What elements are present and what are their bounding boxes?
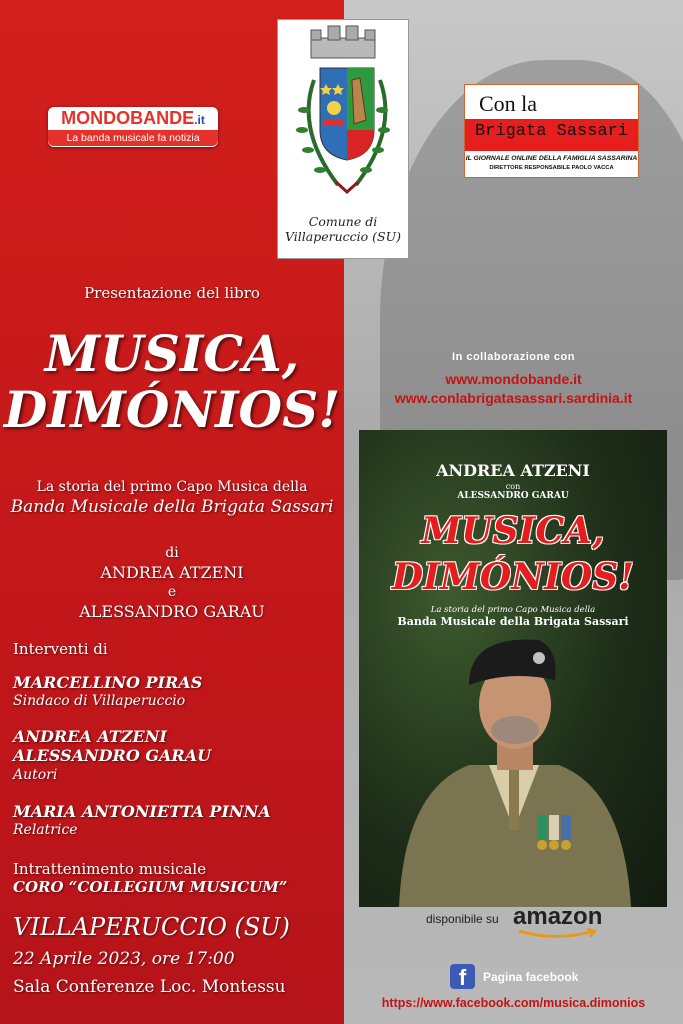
soldier-portrait-icon <box>359 430 667 907</box>
collab-label: In collaborazione con <box>452 351 575 363</box>
event-title-line2: DIMÓNIOS! <box>3 380 341 439</box>
author-2: ALESSANDRO GARAU <box>79 602 265 621</box>
amazon-logo[interactable] <box>513 903 602 931</box>
amazon-smile-icon <box>517 928 599 940</box>
facebook-url[interactable]: https://www.facebook.com/musica.dimonios <box>381 996 646 1010</box>
book-subtitle2: Banda Musicale della Brigata Sassari <box>397 615 629 628</box>
speaker-name-2: ALESSANDRO GARAU <box>13 746 212 765</box>
comune-logo <box>277 19 409 259</box>
link-brigata[interactable]: www.conlabrigatasassari.sardinia.it <box>394 390 633 406</box>
mondobande-name: MONDOBANDE <box>61 108 195 128</box>
presentation-label: Presentazione del libro <box>84 284 260 302</box>
book-author: ANDREA ATZENI <box>436 461 590 480</box>
author-1: ANDREA ATZENI <box>100 563 244 582</box>
book-subtitle1: La storia del primo Capo Musica della <box>430 605 596 615</box>
book-cover[interactable] <box>359 430 667 907</box>
brigata-line2: Brigata Sassari <box>474 122 629 141</box>
mondobande-suffix: .it <box>194 113 205 127</box>
brigata-line4: DIRETTORE RESPONSABILE PAOLO VACCA <box>489 165 614 171</box>
story-line2: Banda Musicale della Brigata Sassari <box>10 497 334 517</box>
link-mondobande[interactable]: www.mondobande.it <box>445 371 582 387</box>
book-coauthor: ALESSANDRO GARAU <box>457 491 569 501</box>
comune-line2: Villaperuccio (SU) <box>284 229 402 244</box>
amazon-label: disponibile su <box>426 912 499 926</box>
entertainment-label: Intrattenimento musicale <box>13 860 207 878</box>
brigata-line3: IL GIORNALE ONLINE DELLA FAMIGLIA SASSARINA <box>465 155 638 162</box>
story-line1: La storia del primo Capo Musica della <box>36 479 308 495</box>
by-label: di <box>165 545 179 561</box>
event-title-line1: MUSICA, <box>44 324 300 383</box>
entertainment-name: CORO “COLLEGIUM MUSICUM” <box>13 878 288 896</box>
mondobande-tagline: La banda musicale fa notizia <box>48 130 218 146</box>
coat-of-arms-icon <box>278 20 408 210</box>
brigata-line1: Con la <box>479 91 538 116</box>
and-label: e <box>167 584 177 600</box>
speaker-role: Relatrice <box>13 822 78 838</box>
speaker-role: Autori <box>13 767 58 783</box>
book-con: con <box>505 482 521 491</box>
mondobande-logo[interactable] <box>48 107 218 147</box>
event-title <box>0 326 344 438</box>
book-title-line2: DIMÓNIOS! <box>391 556 635 598</box>
interventions-label: Interventi di <box>13 640 108 658</box>
facebook-label[interactable]: Pagina facebook <box>483 970 579 984</box>
speaker-name: MARIA ANTONIETTA PINNA <box>13 802 271 821</box>
event-date: 22 Aprile 2023, ore 17:00 <box>13 949 235 969</box>
facebook-icon[interactable]: f <box>450 964 475 989</box>
brigata-logo[interactable] <box>464 84 639 178</box>
book-title <box>359 508 667 600</box>
speaker-name: ANDREA ATZENI <box>13 727 167 746</box>
book-title-line1: MUSICA, <box>421 510 605 552</box>
event-place: VILLAPERUCCIO (SU) <box>13 913 290 941</box>
amazon-brand: amazon <box>513 903 603 930</box>
speaker-name: MARCELLINO PIRAS <box>13 673 203 692</box>
event-venue: Sala Conferenze Loc. Montessu <box>13 977 286 997</box>
comune-line1: Comune di <box>308 214 378 229</box>
speaker-role: Sindaco di Villaperuccio <box>13 693 186 709</box>
